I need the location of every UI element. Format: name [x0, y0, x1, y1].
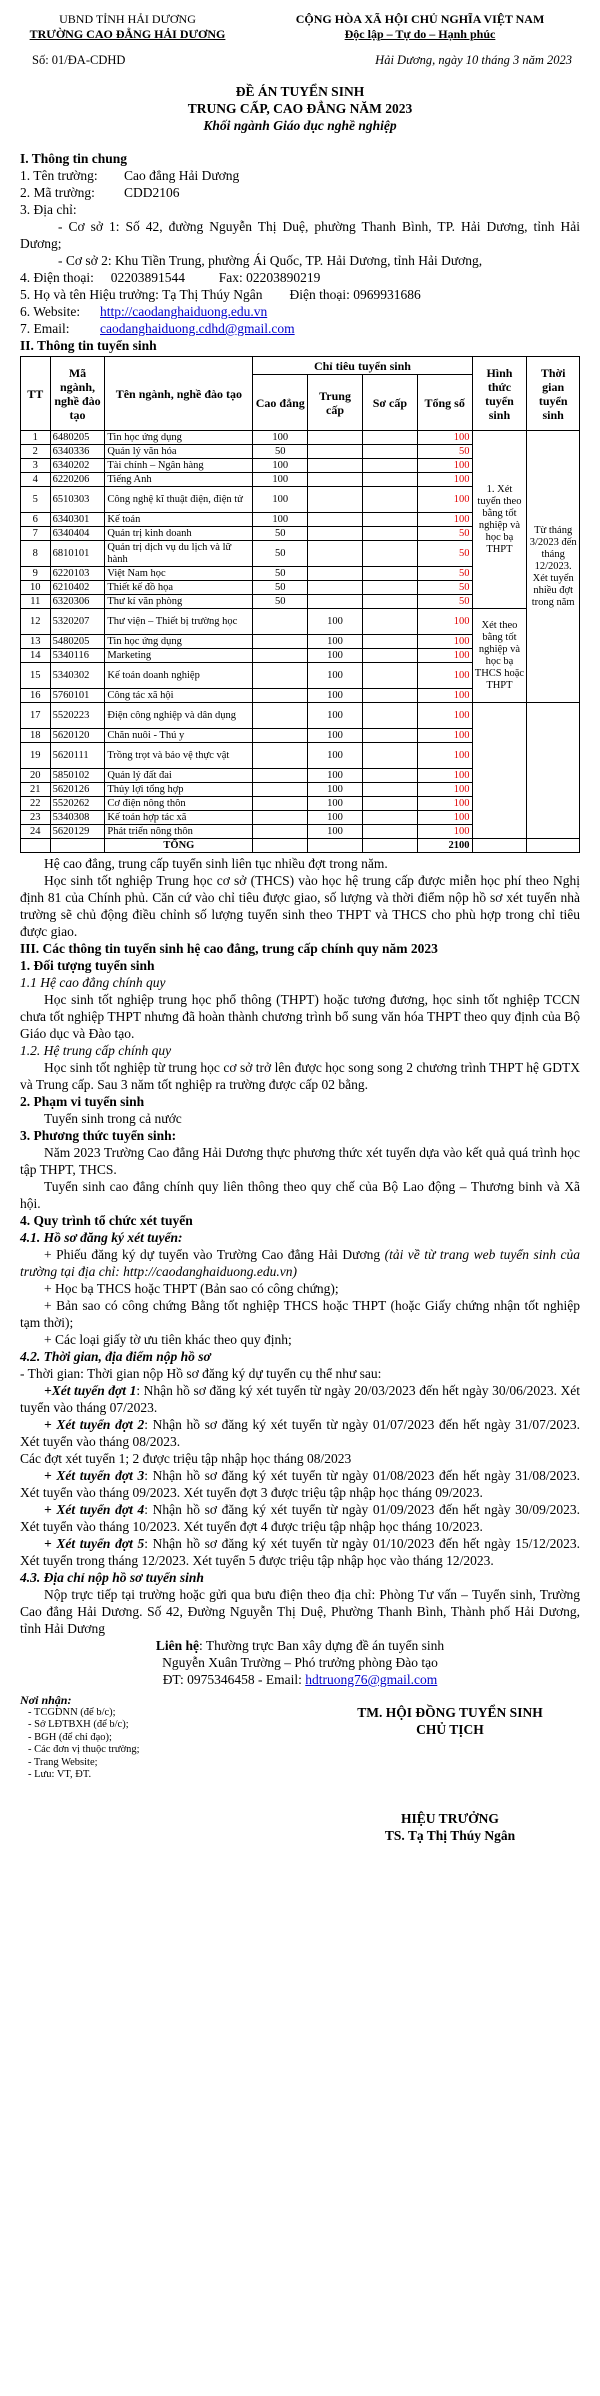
cell-name: Điện công nghiệp và dân dụng: [105, 703, 253, 729]
admissions-heading: II. Thông tin tuyển sinh: [20, 338, 157, 353]
cell-elementary: [362, 743, 417, 769]
empty-cell: [362, 839, 417, 853]
cell-college: 50: [253, 541, 308, 567]
cell-intermediate: 100: [308, 729, 363, 743]
cell-intermediate: 100: [308, 811, 363, 825]
cell-intermediate: [308, 445, 363, 459]
cell-code: 6510303: [50, 487, 105, 513]
round2-label: + Xét tuyển đợt 2: [44, 1417, 145, 1432]
cell-college: [253, 703, 308, 729]
cell-total: 50: [417, 595, 472, 609]
cell-intermediate: [308, 513, 363, 527]
cell-intermediate: [308, 431, 363, 445]
issuing-organization: [20, 12, 235, 42]
contact-phone: ĐT: 0975346458 - Email:: [162, 1672, 306, 1687]
cell-college: [253, 609, 308, 635]
sub4-1-heading: 4.1. Hồ sơ đăng ký xét tuyển:: [20, 1230, 183, 1245]
cell-tt: 7: [21, 527, 51, 541]
cell-code: 5850102: [50, 769, 105, 783]
cell-name: Thủy lợi tổng hợp: [105, 783, 253, 797]
cell-elementary: [362, 487, 417, 513]
cell-intermediate: [308, 567, 363, 581]
sub4-3-heading: 4.3. Địa chỉ nộp hồ sơ tuyển sinh: [20, 1570, 204, 1585]
cell-college: [253, 825, 308, 839]
phone-value: 02203891544: [110, 270, 185, 285]
cell-tt: 2: [21, 445, 51, 459]
cell-total: 50: [417, 581, 472, 595]
note-tuition: Học sinh tốt nghiệp Trung học cơ sở (THCS) vào học hệ trung cấp được miễn học phí theo Nghị định 81 của Chính phủ. Căn cứ vào chỉ tiêu được giao, số lượng và thời điểm nộp hồ sơ xét tuyển nhà trường sẽ chủ động điều chỉnh số lượng tuyển sinh theo THPT và THCS cho phù hợp trong chỉ tiêu được giao.: [20, 873, 580, 939]
cell-college: 50: [253, 527, 308, 541]
cell-total: 100: [417, 769, 472, 783]
total-row: [21, 839, 580, 853]
cell-code: 6810101: [50, 541, 105, 567]
sub1-2-heading: 1.2. Hệ trung cấp chính quy: [20, 1043, 172, 1058]
cell-college: 100: [253, 513, 308, 527]
cell-intermediate: [308, 541, 363, 567]
principal-label: 5. Họ và tên Hiệu trưởng:: [20, 287, 159, 302]
cell-intermediate: 100: [308, 703, 363, 729]
cell-tt: 9: [21, 567, 51, 581]
sub2-text: Tuyển sinh trong cả nước: [44, 1111, 182, 1126]
cell-tt: 24: [21, 825, 51, 839]
title-line2: TRUNG CẤP, CAO ĐẲNG NĂM 2023: [187, 101, 413, 116]
cell-code: 6340202: [50, 459, 105, 473]
campus2-address: - Cơ sở 2: Khu Tiền Trung, phường Ái Quốc, TP. Hải Dương, tỉnh Hải Dương,: [58, 253, 483, 268]
cell-total: 100: [417, 703, 472, 729]
title-line1: ĐỀ ÁN TUYỂN SINH: [235, 84, 365, 99]
cell-name: Kế toán doanh nghiệp: [105, 663, 253, 689]
recipient-item: - Sở LĐTBXH (để b/c);: [28, 1719, 129, 1730]
cell-intermediate: [308, 595, 363, 609]
phone-label: 4. Điện thoại:: [20, 270, 94, 285]
cell-code: 5520262: [50, 797, 105, 811]
cell-college: 100: [253, 473, 308, 487]
cell-total: 100: [417, 663, 472, 689]
cell-elementary: [362, 663, 417, 689]
cell-tt: 1: [21, 431, 51, 445]
header-name: Tên ngành, nghề đào tạo: [105, 357, 253, 431]
cell-college: 50: [253, 445, 308, 459]
cell-elementary: [362, 635, 417, 649]
table-row: [21, 609, 580, 635]
cell-tt: 18: [21, 729, 51, 743]
header-time: Thời gian tuyển sinh: [527, 357, 580, 431]
cell-tt: 13: [21, 635, 51, 649]
cell-tt: 21: [21, 783, 51, 797]
cell-total: 100: [417, 811, 472, 825]
cell-name: Chăn nuôi - Thú y: [105, 729, 253, 743]
cell-name: Việt Nam học: [105, 567, 253, 581]
cell-total: 100: [417, 513, 472, 527]
address-label: 3. Địa chỉ:: [20, 202, 77, 217]
cell-elementary: [362, 811, 417, 825]
round1-text: : Nhận hồ sơ đăng ký xét tuyển từ ngày 20/03/2023 đến hết ngày 30/06/2023. Xét tuyển vào tháng 07/2023.: [20, 1383, 580, 1415]
cell-name: Quản trị dịch vụ du lịch và lữ hành: [105, 541, 253, 567]
cell-tt: 12: [21, 609, 51, 635]
sub4-1-diploma: + Bản sao có công chứng Bằng tốt nghiệp THCS hoặc THPT (hoặc Giấy chứng nhận tốt nghiệp tạm thời);: [20, 1298, 580, 1330]
recipient-item: - TCGDNN (để b/c);: [28, 1706, 116, 1718]
empty-cell: [253, 839, 308, 853]
cell-code: 6210402: [50, 581, 105, 595]
cell-name: Tiếng Anh: [105, 473, 253, 487]
cell-elementary: [362, 459, 417, 473]
cell-total: 100: [417, 783, 472, 797]
principal-phone-value: 0969931686: [353, 287, 421, 302]
cell-code: 5620129: [50, 825, 105, 839]
cell-tt: 19: [21, 743, 51, 769]
cell-intermediate: 100: [308, 649, 363, 663]
nation-line2: Độc lập – Tự do – Hạnh phúc: [344, 27, 496, 41]
cell-name: Công tác xã hội: [105, 689, 253, 703]
cell-college: [253, 729, 308, 743]
section-3-heading: III. Các thông tin tuyển sinh hệ cao đẳng, trung cấp chính quy năm 2023: [20, 941, 438, 956]
cell-tt: 8: [21, 541, 51, 567]
cell-intermediate: 100: [308, 663, 363, 689]
total-label: TỔNG: [105, 839, 253, 853]
cell-code: 5340116: [50, 649, 105, 663]
cell-total: 100: [417, 743, 472, 769]
principal-name: TS. Tạ Thị Thúy Ngân: [384, 1828, 516, 1843]
cell-elementary: [362, 769, 417, 783]
cell-code: 6340404: [50, 527, 105, 541]
header-total: Tổng số: [417, 375, 472, 431]
cell-intermediate: 100: [308, 769, 363, 783]
cell-intermediate: [308, 581, 363, 595]
cell-code: 5620126: [50, 783, 105, 797]
round4-text: : Nhận hồ sơ đăng ký xét tuyển từ ngày 01/09/2023 đến hết ngày 30/09/2023. Xét tuyển vào tháng 10/2023. Xét tuyển đợt 4 được triệu tập nhập học tháng 10/2023.: [20, 1502, 581, 1534]
sub4-1-priority: + Các loại giấy tờ ưu tiên khác theo quy định;: [44, 1332, 292, 1347]
admissions-table-body: [21, 431, 580, 853]
document-page: [20, 0, 580, 1844]
cell-total: 100: [417, 473, 472, 487]
cell-college: 100: [253, 487, 308, 513]
contact-label: Liên hệ: [155, 1638, 199, 1653]
cell-college: 50: [253, 567, 308, 581]
cell-intermediate: 100: [308, 797, 363, 811]
general-info: [20, 150, 580, 354]
org-line2: TRƯỜNG CAO ĐẲNG HẢI DƯƠNG: [29, 27, 226, 41]
round3-text: : Nhận hồ sơ đăng ký xét tuyển từ ngày 01/08/2023 đến hết ngày 31/08/2023. Xét tuyển vào tháng 09/2023. Xét tuyển đợt 3 được triệu tập nhập học tháng 09/2023.: [20, 1468, 581, 1500]
note-continuous: Hệ cao đẳng, trung cấp tuyển sinh liên tục nhiều đợt trong năm.: [44, 856, 388, 871]
school-code-value: CDD2106: [124, 185, 180, 200]
cell-elementary: [362, 649, 417, 663]
nation-line1: CỘNG HÒA XÃ HỘI CHỦ NGHĨA VIỆT NAM: [295, 12, 545, 26]
empty-cell: [527, 703, 580, 839]
cell-elementary: [362, 541, 417, 567]
school-name-value: Cao đẳng Hải Dương: [124, 168, 240, 183]
cell-intermediate: [308, 459, 363, 473]
cell-total: 100: [417, 487, 472, 513]
cell-college: 100: [253, 431, 308, 445]
cell-code: 6220206: [50, 473, 105, 487]
cell-tt: 17: [21, 703, 51, 729]
cell-college: 50: [253, 581, 308, 595]
cell-name: Kế toán: [105, 513, 253, 527]
document-footer: [20, 1694, 580, 1844]
recipient-item: - BGH (để chỉ đạo);: [28, 1731, 112, 1743]
cell-intermediate: [308, 487, 363, 513]
cell-college: [253, 635, 308, 649]
round5-text: : Nhận hồ sơ đăng ký xét tuyển từ ngày 01/10/2023 đến hết ngày 15/12/2023. Xét tuyển trong tháng 12/2023. Xét tuyển 5 được triệu tập nhập học vào tháng 12/2023.: [20, 1536, 581, 1568]
cell-tt: 15: [21, 663, 51, 689]
cell-elementary: [362, 825, 417, 839]
cell-elementary: [362, 703, 417, 729]
recipient-item: - Các đơn vị thuộc trường;: [28, 1744, 140, 1755]
cell-elementary: [362, 797, 417, 811]
cell-intermediate: 100: [308, 743, 363, 769]
cell-elementary: [362, 473, 417, 487]
cell-tt: 20: [21, 769, 51, 783]
method-college: 1. Xét tuyển theo bằng tốt nghiệp và học bạ THPT: [472, 431, 527, 609]
contact-person: Nguyễn Xuân Trường – Phó trưởng phòng Đào tạo: [162, 1655, 438, 1670]
cell-code: 5620111: [50, 743, 105, 769]
cell-name: Tin học ứng dụng: [105, 635, 253, 649]
sub2-heading: 2. Phạm vi tuyển sinh: [20, 1094, 145, 1109]
cell-code: 5340308: [50, 811, 105, 825]
round1-label: +Xét tuyển đợt 1: [44, 1383, 137, 1398]
cell-college: [253, 689, 308, 703]
cell-name: Tin học ứng dụng: [105, 431, 253, 445]
cell-tt: 3: [21, 459, 51, 473]
cell-name: Quản lý đất đai: [105, 769, 253, 783]
cell-elementary: [362, 527, 417, 541]
sub3-text2: Tuyển sinh cao đẳng chính quy liên thông theo quy chế của Bộ Lao động – Thương binh và Xã hội.: [20, 1179, 580, 1211]
sub1-1-text: Học sinh tốt nghiệp trung học phổ thông (THPT) hoặc tương đương, học sinh tốt nghiệp TCCN chưa tốt nghiệp THPT nhưng đã hoàn thành chương trình bổ sung văn hóa THPT theo quy định của Bộ Giáo dục và Đào tạo.: [20, 992, 580, 1041]
cell-total: 100: [417, 797, 472, 811]
title-line3: Khối ngành Giáo dục nghề nghiệp: [203, 118, 397, 133]
cell-elementary: [362, 581, 417, 595]
sub4-2-intro: - Thời gian: Thời gian nộp Hồ sơ đăng ký dự tuyển cụ thể như sau:: [20, 1366, 382, 1381]
cell-tt: 11: [21, 595, 51, 609]
header-quota: Chỉ tiêu tuyển sinh: [253, 357, 472, 375]
cell-total: 100: [417, 729, 472, 743]
cell-total: 100: [417, 689, 472, 703]
cell-elementary: [362, 595, 417, 609]
empty-cell: [308, 839, 363, 853]
cell-total: 50: [417, 445, 472, 459]
cell-code: 5320207: [50, 609, 105, 635]
admission-time: Từ tháng 3/2023 đến tháng 12/2023. Xét tuyển nhiều đợt trong năm: [527, 431, 580, 703]
empty-cell: [21, 839, 51, 853]
council-line1: TM. HỘI ĐỒNG TUYỂN SINH: [357, 1705, 543, 1720]
recipients-label: Nơi nhận:: [20, 1693, 72, 1707]
contact-email-link[interactable]: hdtruong76@gmail.com: [305, 1672, 438, 1687]
national-motto: [260, 12, 580, 42]
cell-name: Kế toán hợp tác xã: [105, 811, 253, 825]
cell-intermediate: 100: [308, 825, 363, 839]
cell-total: 50: [417, 567, 472, 581]
cell-total: 100: [417, 609, 472, 635]
principal-title: HIỆU TRƯỞNG: [401, 1811, 499, 1826]
general-heading: I. Thông tin chung: [20, 151, 128, 166]
doc-number: Số: 01/ĐA-CDHD: [32, 53, 126, 67]
cell-name: Thư viện – Thiết bị trường học: [105, 609, 253, 635]
round4-label: + Xét tuyển đợt 4: [44, 1502, 145, 1517]
empty-cell: [472, 839, 527, 853]
sub4-3-text: Nộp trực tiếp tại trường hoặc gửi qua bưu điện theo địa chỉ: Phòng Tư vấn – Tuyển sinh, Trường Cao đẳng Hải Dương. Số 42, Đường Nguyễn Thị Duệ, Phường Thanh Bình, Thành phố Hải Dương, tỉnh Hải Dương: [20, 1587, 580, 1636]
cell-tt: 23: [21, 811, 51, 825]
cell-code: 6320306: [50, 595, 105, 609]
cell-name: Quản trị kinh doanh: [105, 527, 253, 541]
admissions-table: [20, 356, 580, 853]
cell-name: Công nghệ kĩ thuật điện, điện tử: [105, 487, 253, 513]
table-row: [21, 431, 580, 445]
header-intermediate: Trung cấp: [308, 375, 363, 431]
sub4-1-form-note: (tải về từ trang web tuyển sinh của trường tại địa chỉ: http://caodanghaiduong.edu.vn): [20, 1247, 581, 1279]
school-code-label: 2. Mã trường:: [20, 185, 95, 200]
sub1-1-heading: 1.1 Hệ cao đẳng chính quy: [20, 975, 166, 990]
recipient-item: - Trang Website;: [28, 1756, 98, 1768]
cell-total: 100: [417, 649, 472, 663]
org-line1: UBND TỈNH HẢI DƯƠNG: [59, 12, 196, 26]
cell-name: Cơ điện nông thôn: [105, 797, 253, 811]
round2-text: : Nhận hồ sơ đăng ký xét tuyển từ ngày 01/07/2023 đến hết ngày 31/07/2023. Xét tuyển vào tháng 08/2023.: [20, 1417, 581, 1449]
cell-elementary: [362, 445, 417, 459]
header-method: Hình thức tuyển sinh: [472, 357, 527, 431]
cell-college: [253, 797, 308, 811]
table-row: [21, 703, 580, 729]
cell-intermediate: 100: [308, 609, 363, 635]
cell-intermediate: 100: [308, 689, 363, 703]
cell-elementary: [362, 729, 417, 743]
cell-intermediate: 100: [308, 635, 363, 649]
website-link[interactable]: http://caodanghaiduong.edu.vn: [100, 304, 268, 319]
doc-date: Hải Dương, ngày 10 tháng 3 năm 2023: [375, 53, 572, 67]
cell-code: 6480205: [50, 431, 105, 445]
cell-name: Thư kí văn phòng: [105, 595, 253, 609]
campus1-address: - Cơ sở 1: Số 42, đường Nguyễn Thị Duệ, phường Thanh Bình, TP. Hải Dương, tỉnh Hải Dương;: [20, 219, 580, 251]
empty-cell: [50, 839, 105, 853]
empty-cell: [527, 839, 580, 853]
cell-college: [253, 663, 308, 689]
cell-intermediate: [308, 473, 363, 487]
header-tt: TT: [21, 357, 51, 431]
round-note: Các đợt xét tuyển 1; 2 được triệu tập nhập học tháng 08/2023: [20, 1451, 352, 1466]
council-signature: [320, 1694, 580, 1844]
method-intermediate: Xét theo bằng tốt nghiệp và học bạ THCS hoặc THPT: [472, 609, 527, 703]
cell-tt: 14: [21, 649, 51, 663]
cell-name: Trồng trọt và bảo vệ thực vật: [105, 743, 253, 769]
sub3-heading: 3. Phương thức tuyển sinh:: [20, 1128, 177, 1143]
total-value: 2100: [417, 839, 472, 853]
cell-code: 6340336: [50, 445, 105, 459]
cell-elementary: [362, 513, 417, 527]
cell-elementary: [362, 567, 417, 581]
cell-code: 6220103: [50, 567, 105, 581]
cell-tt: 4: [21, 473, 51, 487]
cell-code: 5340302: [50, 663, 105, 689]
document-header: [20, 12, 580, 42]
cell-name: Marketing: [105, 649, 253, 663]
header-elementary: Sơ cấp: [362, 375, 417, 431]
round5-label: + Xét tuyển đợt 5: [44, 1536, 145, 1551]
email-label: 7. Email:: [20, 321, 70, 336]
sub4-heading: 4. Quy trình tổ chức xét tuyển: [20, 1213, 193, 1228]
sub1-2-text: Học sinh tốt nghiệp từ trung học cơ sở trở lên được học song song 2 chương trình THPT hệ GDTX và Trung cấp. Sau 3 năm tốt nghiệp ra trường được cấp 02 bằng.: [20, 1060, 580, 1092]
cell-code: 5760101: [50, 689, 105, 703]
cell-total: 100: [417, 825, 472, 839]
contact-text: : Thường trực Ban xây dựng đề án tuyển sinh: [198, 1638, 445, 1653]
school-name-label: 1. Tên trường:: [20, 168, 98, 183]
cell-college: [253, 783, 308, 797]
cell-college: [253, 649, 308, 663]
sub1-heading: 1. Đối tượng tuyển sinh: [20, 958, 155, 973]
cell-college: [253, 743, 308, 769]
cell-elementary: [362, 783, 417, 797]
cell-code: 5520223: [50, 703, 105, 729]
cell-name: Phát triển nông thôn: [105, 825, 253, 839]
fax-value: 02203890219: [246, 270, 321, 285]
document-title: [20, 83, 580, 134]
sub4-2-heading: 4.2. Thời gian, địa điểm nộp hồ sơ: [20, 1349, 211, 1364]
email-link[interactable]: caodanghaiduong.cdhd@gmail.com: [100, 321, 295, 336]
cell-total: 100: [417, 459, 472, 473]
recipients-block: [20, 1694, 240, 1844]
cell-code: 6340301: [50, 513, 105, 527]
cell-tt: 5: [21, 487, 51, 513]
cell-total: 100: [417, 635, 472, 649]
cell-code: 5620120: [50, 729, 105, 743]
body-text: [20, 855, 580, 1688]
cell-name: Thiết kế đồ họa: [105, 581, 253, 595]
header-code: Mã ngành, nghề đào tạo: [50, 357, 105, 431]
cell-total: 50: [417, 527, 472, 541]
cell-college: [253, 769, 308, 783]
principal-value: Tạ Thị Thúy Ngân: [162, 287, 263, 302]
cell-elementary: [362, 431, 417, 445]
website-label: 6. Website:: [20, 304, 81, 319]
cell-tt: 22: [21, 797, 51, 811]
fax-label: Fax:: [218, 270, 243, 285]
cell-total: 50: [417, 541, 472, 567]
cell-college: [253, 811, 308, 825]
cell-elementary: [362, 609, 417, 635]
cell-college: 50: [253, 595, 308, 609]
round3-label: + Xét tuyển đợt 3: [44, 1468, 145, 1483]
cell-elementary: [362, 689, 417, 703]
sub4-1-transcript: + Học bạ THCS hoặc THPT (Bản sao có công chứng);: [44, 1281, 339, 1296]
cell-code: 5480205: [50, 635, 105, 649]
council-line2: CHỦ TỊCH: [416, 1722, 484, 1737]
sub4-1-form: + Phiếu đăng ký dự tuyển vào Trường Cao đẳng Hải Dương: [44, 1247, 381, 1262]
cell-total: 100: [417, 431, 472, 445]
header-college: Cao đẳng: [253, 375, 308, 431]
cell-tt: 10: [21, 581, 51, 595]
recipient-item: - Lưu: VT, ĐT.: [28, 1769, 92, 1780]
cell-tt: 6: [21, 513, 51, 527]
principal-phone-label: Điện thoại:: [289, 287, 350, 302]
cell-name: Tài chính – Ngân hàng: [105, 459, 253, 473]
cell-intermediate: 100: [308, 783, 363, 797]
empty-cell: [472, 703, 527, 839]
cell-intermediate: [308, 527, 363, 541]
sub3-text1: Năm 2023 Trường Cao đẳng Hải Dương thực phương thức xét tuyển dựa vào kết quả quá trình học tập THPT, THCS.: [20, 1145, 580, 1177]
cell-name: Quản lý văn hóa: [105, 445, 253, 459]
cell-college: 100: [253, 459, 308, 473]
cell-tt: 16: [21, 689, 51, 703]
